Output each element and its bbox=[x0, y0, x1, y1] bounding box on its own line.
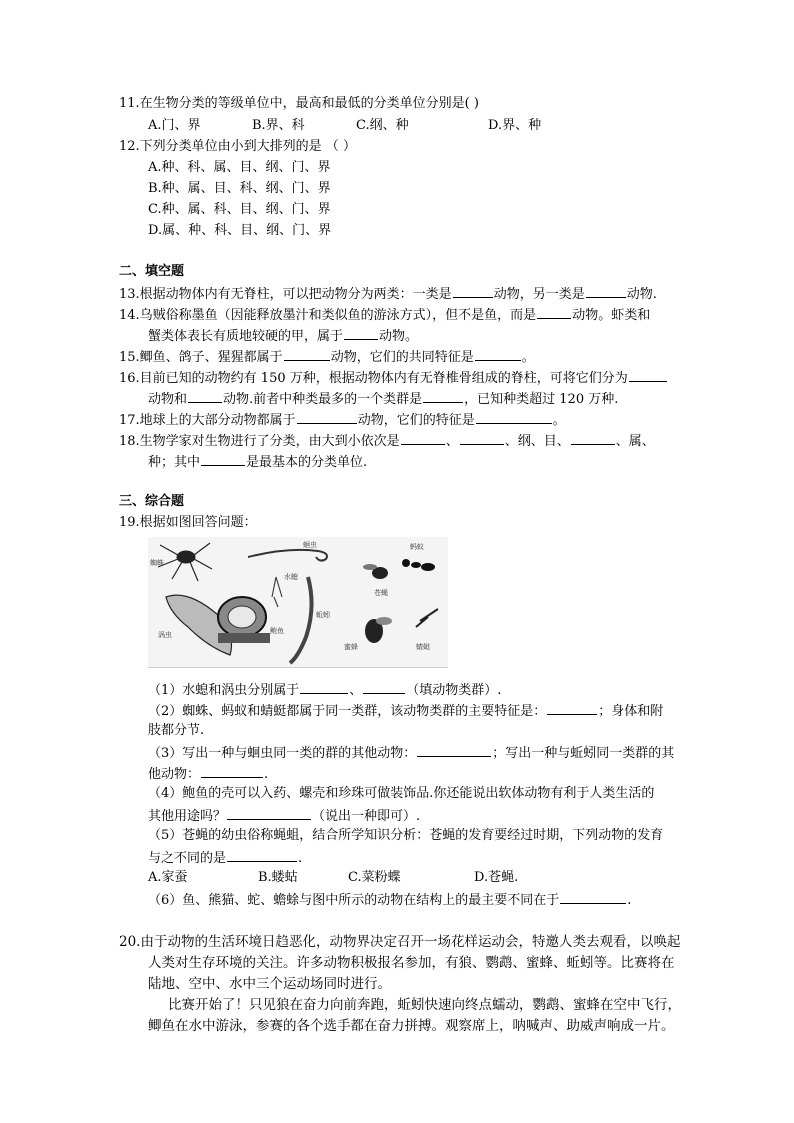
q17-text-a: 17.地球上的大部分动物都属于 bbox=[119, 413, 296, 428]
q16-text-d: ，已知种类超过 120 万种. bbox=[464, 392, 619, 407]
q18-line2 bbox=[148, 453, 367, 471]
q17-blank-2[interactable] bbox=[476, 411, 552, 424]
q18-blank-1[interactable] bbox=[401, 432, 445, 445]
q17-blank-1[interactable] bbox=[297, 411, 357, 424]
section-comprehensive-heading: 三、综合题 bbox=[119, 494, 185, 509]
q19-p5-option-b: B.蝼蛄 bbox=[258, 870, 298, 885]
q14-blank-1[interactable] bbox=[537, 306, 571, 319]
figure-label-hydra: 水螅 bbox=[284, 573, 298, 581]
q19-stem: 19.根据如图回答问题： bbox=[119, 515, 257, 530]
q19-p1-blank-1[interactable] bbox=[300, 681, 348, 694]
q18-blank-2[interactable] bbox=[460, 432, 504, 445]
q12-option-b: B.种、属、目、科、纲、门、界 bbox=[148, 181, 331, 196]
figure-label-earthworm: 蚯蚓 bbox=[316, 611, 330, 619]
q13-blank-2[interactable] bbox=[586, 285, 626, 298]
q19-p5-line2 bbox=[148, 849, 302, 867]
q19-p3-blank-1[interactable] bbox=[417, 744, 491, 757]
q18-line1 bbox=[119, 432, 655, 450]
q20-line3: 陆地、空中、水中三个运动场同时进行。 bbox=[148, 976, 391, 992]
q19-p2-text-a: （2）蜘蛛、蚂蚁和蜻蜓都属于同一类群，该动物类群的主要特征是： bbox=[148, 704, 547, 719]
q14-line2 bbox=[148, 327, 418, 345]
q15-blank-2[interactable] bbox=[475, 348, 521, 361]
q15-text-c: 。 bbox=[521, 350, 535, 365]
q18-blank-3[interactable] bbox=[571, 432, 615, 445]
q19-p5-options bbox=[148, 870, 518, 886]
q19-p5-option-a: A.家蚕 bbox=[148, 870, 188, 885]
q16-blank-1[interactable] bbox=[629, 369, 667, 382]
q20-line4: 比赛开始了！只见狼在奋力向前奔跑，蚯蚓快速向终点蠕动，鹦鹉、蜜蜂在空中飞行， bbox=[168, 997, 681, 1013]
q19-p2-blank-1[interactable] bbox=[547, 702, 597, 715]
q12-stem: 12.下列分类单位由小到大排列的是 （ ） bbox=[119, 139, 356, 154]
q17-text-c: 。 bbox=[552, 413, 566, 428]
q13-text-b: 动物，另一类是 bbox=[493, 287, 585, 302]
q19-p3-text-d: . bbox=[264, 767, 269, 782]
q19-p1 bbox=[148, 681, 501, 699]
q11-stem: 11.在生物分类的等级单位中，最高和最低的分类单位分别是( ) bbox=[119, 96, 479, 111]
q19-p4-line1: （4）鲍鱼的壳可以入药、螺壳和珍珠可做装饰品.你还能说出软体动物有利于人类生活的 bbox=[148, 786, 655, 801]
figure-label-dragonfly: 蜻蜓 bbox=[416, 643, 430, 651]
q19-p6-text-b: . bbox=[627, 893, 632, 908]
q11-option-a: A.门、界 bbox=[148, 118, 201, 133]
q18-text-e: 是最基本的分类单位. bbox=[246, 455, 368, 470]
q19-p5-blank-1[interactable] bbox=[227, 849, 297, 862]
q11-option-d: D.界、种 bbox=[488, 118, 542, 133]
q19-p3-line1 bbox=[148, 744, 674, 762]
q19-p2-text-b: ；身体和附 bbox=[598, 704, 664, 719]
figure-label-ant: 蚂蚁 bbox=[410, 543, 424, 551]
q13 bbox=[119, 285, 657, 303]
animals-figure bbox=[148, 537, 448, 667]
figure-label-spider: 蜘蛛 bbox=[150, 559, 164, 567]
q19-p3-text-a: （3）写出一种与蛔虫同一类的群的其他动物： bbox=[148, 746, 417, 761]
q12-option-c: C.种、属、科、目、纲、门、界 bbox=[148, 202, 331, 217]
q19-p3-line2 bbox=[148, 765, 268, 783]
q11-options bbox=[148, 118, 541, 134]
q19-p1-separator: 、 bbox=[349, 683, 363, 698]
q16-text-b: 动物和 bbox=[148, 392, 188, 407]
q16-text-a: 16.目前已知的动物约有 150 万种，根据动物体内有无脊椎骨组成的脊柱，可将它们分为 bbox=[119, 371, 628, 386]
q19-p5-option-c: C.菜粉蝶 bbox=[348, 870, 401, 885]
figure-divider bbox=[148, 667, 448, 668]
q19-p2-line2: 肢都分节. bbox=[148, 723, 205, 738]
q16-line1 bbox=[119, 369, 668, 387]
q20-line2: 人类对生存环境的关注。许多动物积极报名参加，有狼、鹦鹉、蜜蜂、蚯蚓等。比赛将在 bbox=[148, 955, 675, 971]
q14-text-d: 动物。 bbox=[379, 329, 419, 344]
q19-p1-blank-2[interactable] bbox=[363, 681, 405, 694]
q18-text-a: 18.生物学家对生物进行了分类，由大到小依次是 bbox=[119, 434, 400, 449]
q11-option-c: C.纲、种 bbox=[356, 118, 409, 133]
q13-text-c: 动物. bbox=[626, 287, 657, 302]
q19-p4-text-c: （说出一种即可）. bbox=[312, 809, 421, 824]
figure-label-bee: 蜜蜂 bbox=[344, 643, 358, 651]
q14-text-c: 蟹类体表长有质地较硬的甲，属于 bbox=[148, 329, 344, 344]
q17 bbox=[119, 411, 566, 429]
q19-p6 bbox=[148, 891, 631, 909]
q12-option-a: A.种、科、属、目、纲、门、界 bbox=[148, 160, 331, 175]
section-fill-in-heading: 二、填空题 bbox=[119, 264, 185, 279]
q13-text-a: 13.根据动物体内有无脊柱，可以把动物分为两类：一类是 bbox=[119, 287, 452, 302]
q14-text-b: 动物。虾类和 bbox=[572, 308, 651, 323]
q18-text-b: 、纲、目、 bbox=[504, 434, 570, 449]
q19-p3-text-c: 他动物： bbox=[148, 767, 201, 782]
q19-p6-blank-1[interactable] bbox=[560, 891, 626, 904]
figure-label-roundworm: 蛔虫 bbox=[303, 541, 317, 549]
q15-text-a: 15.鲫鱼、鸽子、猩猩都属于 bbox=[119, 350, 283, 365]
q19-p5-text-b: 与之不同的是 bbox=[148, 851, 227, 866]
q19-p4-blank-1[interactable] bbox=[227, 807, 311, 820]
q15-text-b: 动物，它们的共同特征是 bbox=[330, 350, 474, 365]
q19-p5-text-c: . bbox=[298, 851, 303, 866]
q11-option-b: B.界、科 bbox=[252, 118, 305, 133]
q12-option-d: D.属、种、科、目、纲、门、界 bbox=[148, 223, 332, 238]
q16-text-c: 动物.前者中种类最多的一个类群是 bbox=[223, 392, 423, 407]
q17-text-b: 动物，它们的特征是 bbox=[357, 413, 475, 428]
q18-separator: 、 bbox=[445, 434, 459, 449]
q14-line1 bbox=[119, 306, 650, 324]
q16-blank-3[interactable] bbox=[423, 390, 463, 403]
q14-blank-2[interactable] bbox=[344, 327, 378, 340]
figure-label-abalone: 鲍鱼 bbox=[270, 627, 284, 635]
q19-p4-line2 bbox=[148, 807, 420, 825]
q18-text-d: 种；其中 bbox=[148, 455, 201, 470]
q16-blank-2[interactable] bbox=[188, 390, 222, 403]
figure-label-planarian: 涡虫 bbox=[158, 631, 172, 639]
q19-p3-blank-2[interactable] bbox=[201, 765, 263, 778]
q19-p4-text-b: 其他用途吗？ bbox=[148, 809, 227, 824]
q15-blank-1[interactable] bbox=[284, 348, 330, 361]
q19-p5-option-d: D.苍蝇. bbox=[474, 870, 519, 885]
figure-label-housefly: 苍蝇 bbox=[374, 589, 388, 597]
q19-p1-text-a: （1）水螅和涡虫分别属于 bbox=[148, 683, 300, 698]
q15 bbox=[119, 348, 535, 366]
q18-blank-4[interactable] bbox=[201, 453, 245, 466]
q18-text-c: 、属、 bbox=[615, 434, 655, 449]
q14-text-a: 14.乌贼俗称墨鱼（因能释放墨汁和类似鱼的游泳方式），但不是鱼，而是 bbox=[119, 308, 537, 323]
q19-p3-text-b: ；写出一种与蚯蚓同一类群的其 bbox=[492, 746, 675, 761]
q20-line1: 20.由于动物的生活环境日趋恶化，动物界决定召开一场花样运动会，特邀人类去观看，以唤起 bbox=[119, 934, 681, 950]
q20-line5: 鲫鱼在水中游泳，参赛的各个选手都在奋力拼搏。观察席上，呐喊声、助威声响成一片。 bbox=[148, 1018, 675, 1034]
q19-p1-text-b: （填动物类群）. bbox=[406, 683, 502, 698]
q19-p2-line1 bbox=[148, 702, 663, 720]
q13-blank-1[interactable] bbox=[453, 285, 493, 298]
q19-p5-line1: （5）苍蝇的幼虫俗称蝇蛆，结合所学知识分析：苍蝇的发育要经过时期，下列动物的发育 bbox=[148, 828, 664, 843]
q19-p6-text-a: （6）鱼、熊猫、蛇、蟾蜍与图中所示的动物在结构上的最主要不同在于 bbox=[148, 893, 560, 908]
q16-line2 bbox=[148, 390, 618, 408]
